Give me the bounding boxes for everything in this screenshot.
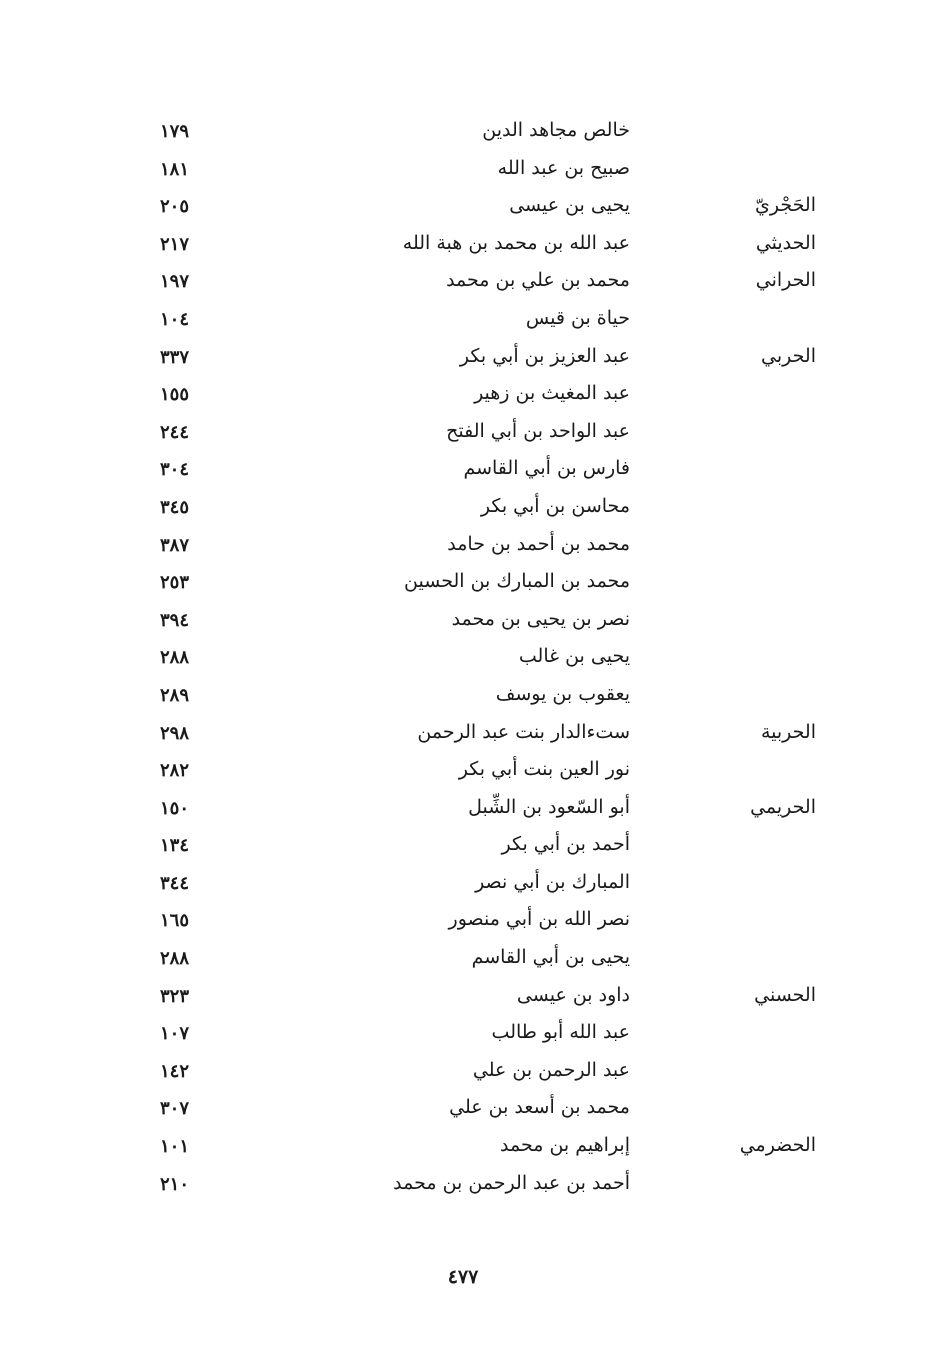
index-row bbox=[0, 305, 926, 343]
person-name: محاسن بن أبي بكر bbox=[480, 494, 630, 517]
index-row bbox=[0, 906, 926, 944]
person-name: عبد الرحمن بن علي bbox=[472, 1058, 630, 1081]
person-name: محمد بن علي بن محمد bbox=[446, 269, 630, 292]
page-reference: ٣٢٣ bbox=[160, 985, 190, 1007]
index-row bbox=[0, 192, 926, 230]
nisba-label: الحسني bbox=[754, 983, 816, 1006]
person-name: عبد الله بن محمد بن هبة الله bbox=[402, 231, 630, 254]
index-row bbox=[0, 681, 926, 719]
person-name: يحيى بن أبي القاسم bbox=[471, 946, 630, 969]
page-reference: ٣٩٤ bbox=[160, 609, 190, 631]
index-row bbox=[0, 117, 926, 155]
person-name: المبارك بن أبي نصر bbox=[475, 870, 630, 893]
page-reference: ١٠١ bbox=[160, 1136, 190, 1158]
index-row bbox=[0, 418, 926, 456]
page-reference: ٣٤٤ bbox=[160, 872, 190, 894]
index-row bbox=[0, 1094, 926, 1132]
person-name: فارس بن أبي القاسم bbox=[463, 457, 630, 480]
person-name: صبيح بن عبد الله bbox=[497, 156, 630, 179]
index-row bbox=[0, 493, 926, 531]
person-name: خالص مجاهد الدين bbox=[482, 119, 630, 141]
page-reference: ١٤٢ bbox=[160, 1060, 190, 1082]
index-row bbox=[0, 568, 926, 606]
page-reference: ١٠٧ bbox=[160, 1023, 190, 1045]
nisba-label: الحربي bbox=[761, 344, 816, 367]
index-row bbox=[0, 794, 926, 832]
page-reference: ٣٣٧ bbox=[160, 346, 190, 368]
index-row bbox=[0, 230, 926, 268]
index-row bbox=[0, 831, 926, 869]
person-name: أحمد بن عبد الرحمن بن محمد bbox=[393, 1171, 630, 1194]
person-name: نصر الله بن أبي منصور bbox=[448, 908, 630, 931]
person-name: محمد بن أسعد بن علي bbox=[449, 1096, 630, 1119]
page-reference: ١٨١ bbox=[160, 158, 190, 180]
page-reference: ١٧٩ bbox=[160, 121, 190, 142]
person-name: عبد المغيث بن زهير bbox=[474, 382, 630, 405]
page-reference: ١٣٤ bbox=[160, 835, 190, 857]
page-reference: ٢٥٣ bbox=[160, 572, 190, 594]
person-name: محمد بن المبارك بن الحسين bbox=[404, 570, 630, 593]
index-row bbox=[0, 1057, 926, 1095]
page-reference: ٢١٠ bbox=[160, 1173, 190, 1195]
index-row bbox=[0, 380, 926, 418]
index-row bbox=[0, 982, 926, 1020]
page-reference: ٢٨٩ bbox=[160, 684, 190, 706]
page-reference: ٢٨٨ bbox=[160, 647, 190, 669]
person-name: محمد بن أحمد بن حامد bbox=[447, 532, 630, 555]
page-reference: ٢٩٨ bbox=[160, 722, 190, 744]
index-row bbox=[0, 267, 926, 305]
page-reference: ٣٤٥ bbox=[160, 496, 190, 518]
nisba-label: الحديثي bbox=[755, 231, 816, 254]
page-reference: ٣٠٧ bbox=[160, 1098, 190, 1120]
index-row bbox=[0, 1019, 926, 1057]
index-row bbox=[0, 531, 926, 569]
index-list bbox=[0, 117, 926, 1207]
page-reference: ٢٤٤ bbox=[160, 421, 190, 443]
nisba-label: الحربية bbox=[760, 720, 816, 743]
index-row bbox=[0, 343, 926, 381]
page-reference: ١٩٧ bbox=[160, 271, 190, 293]
index-row bbox=[0, 643, 926, 681]
nisba-label: الحَجْريّ bbox=[755, 194, 816, 217]
page-reference: ١٥٥ bbox=[160, 384, 190, 406]
nisba-label: الحضرمي bbox=[739, 1134, 816, 1157]
person-name: عبد العزيز بن أبي بكر bbox=[459, 344, 630, 367]
index-row bbox=[0, 719, 926, 757]
nisba-label: الحراني bbox=[755, 269, 816, 292]
person-name: نور العين بنت أبي بكر bbox=[458, 758, 630, 781]
page-reference: ١٥٠ bbox=[160, 797, 190, 819]
person-name: يحيى بن غالب bbox=[518, 645, 630, 668]
index-row bbox=[0, 455, 926, 493]
person-name: أحمد بن أبي بكر bbox=[501, 833, 630, 856]
index-row bbox=[0, 944, 926, 982]
page-reference: ٣٨٧ bbox=[160, 534, 190, 556]
person-name: حياة بن قيس bbox=[525, 306, 630, 329]
index-row bbox=[0, 756, 926, 794]
page-number: ٤٧٧ bbox=[447, 1266, 479, 1288]
index-row bbox=[0, 606, 926, 644]
index-row bbox=[0, 869, 926, 907]
index-row bbox=[0, 1132, 926, 1170]
page-reference: ٢٠٥ bbox=[160, 196, 190, 218]
person-name: ستءالدار بنت عبد الرحمن bbox=[417, 720, 630, 743]
page-reference: ٣٠٤ bbox=[160, 459, 190, 481]
page-reference: ٢١٧ bbox=[160, 233, 190, 255]
person-name: نصر بن يحيى بن محمد bbox=[451, 607, 630, 630]
person-name: أبو السّعود بن الشِّبل bbox=[468, 795, 630, 818]
person-name: عبد الواحد بن أبي الفتح bbox=[446, 419, 630, 442]
index-row bbox=[0, 155, 926, 193]
person-name: يعقوب بن يوسف bbox=[495, 682, 630, 705]
page-reference: ٢٨٢ bbox=[160, 760, 190, 782]
page-reference: ١٦٥ bbox=[160, 910, 190, 932]
nisba-label: الحريمي bbox=[750, 795, 816, 818]
person-name: إبراهيم بن محمد bbox=[500, 1134, 630, 1157]
page-reference: ٢٨٨ bbox=[160, 948, 190, 970]
person-name: يحيى بن عيسى bbox=[509, 194, 630, 217]
page-reference: ١٠٤ bbox=[160, 308, 190, 330]
person-name: عبد الله أبو طالب bbox=[491, 1021, 630, 1044]
person-name: داود بن عيسى bbox=[516, 983, 630, 1006]
index-row bbox=[0, 1170, 926, 1208]
